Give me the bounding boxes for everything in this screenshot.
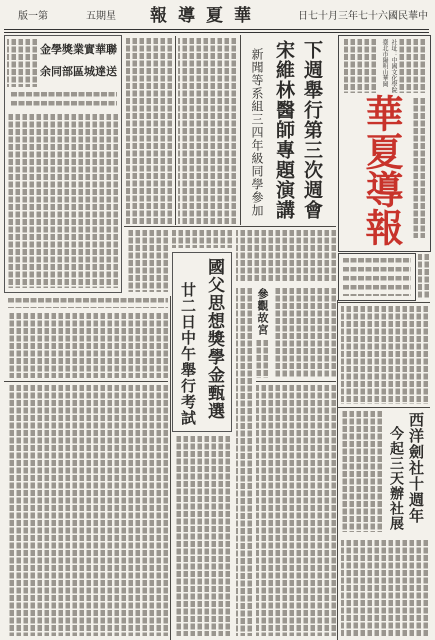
sun-yat-sen-scholarship-body: [174, 436, 230, 636]
header-paper-name: 華夏導報: [150, 6, 262, 26]
masthead-contact-text: [344, 39, 376, 93]
lianhua-scholarship-side-text: [7, 39, 37, 87]
staff-box: [338, 253, 416, 301]
issue-date: 中華民國六十七年三月十七日: [298, 11, 428, 22]
fencing-club-headline: 西洋劍社十週年: [407, 412, 425, 524]
sun-yat-sen-scholarship-headline: 國父思想獎學金甄選: [204, 258, 224, 420]
article-body-text: [126, 38, 172, 224]
weekly-assembly-subheadline: 新聞等系組三四年級同學參加: [250, 48, 264, 217]
lianhua-scholarship-article: [4, 35, 122, 293]
article-body-text: [236, 288, 252, 636]
weekly-assembly-headline: 下週舉行第三次週會: [301, 40, 323, 220]
article-deck-text: [8, 298, 168, 308]
weekly-assembly-headline-2: 宋維林醫師專題演講: [273, 40, 295, 220]
lianhua-scholarship-headline: 聯華實業獎學金: [40, 43, 117, 56]
lianhua-scholarship-deck-text: [11, 92, 117, 110]
palace-museum-headline: 參觀故宮: [256, 288, 269, 336]
section-rule: [124, 226, 336, 227]
masthead-info-text: [399, 39, 425, 93]
section-rule: [256, 381, 336, 382]
article-body-text: [8, 385, 168, 636]
column-rule: [337, 300, 338, 640]
column-rule: [170, 296, 171, 640]
article-body-text: [8, 313, 168, 378]
article-body-text: [341, 306, 428, 404]
section-rule: [338, 302, 430, 303]
masthead-address: 臺北市陽明山華岡: [381, 39, 388, 87]
edition-label: 第一版: [18, 11, 48, 22]
article-body-text: [256, 385, 336, 636]
weekly-assembly-headline-block: [240, 35, 338, 225]
section-rule: [338, 407, 430, 408]
weekly-assembly-body: [178, 38, 236, 224]
lianhua-scholarship-subheadline: 送達城區部同余: [40, 65, 117, 78]
masthead-side-text: [413, 98, 425, 238]
staff-list-text: [343, 258, 411, 296]
article-body-text: [172, 230, 232, 248]
article-body-text: [126, 230, 168, 292]
article-body-text: [236, 230, 336, 282]
palace-museum-body: [256, 340, 268, 378]
sun-yat-sen-scholarship-subheadline: 廿二日中午舉行考試: [179, 282, 197, 426]
sun-yat-sen-scholarship-headline-block: [172, 252, 232, 432]
fencing-club-body: [341, 540, 428, 636]
fencing-club-body: [341, 411, 382, 532]
masthead-address-label: 社址：中國文化學院: [390, 39, 397, 93]
lianhua-scholarship-body: [8, 114, 118, 288]
issue-number-text: [418, 254, 429, 299]
column-rule: [175, 36, 176, 225]
masthead: [338, 35, 431, 252]
masthead-logo: 華夏導報: [359, 94, 404, 246]
fencing-club-subheadline: 今起三天辦社展: [388, 426, 404, 531]
weekday-label: 星期五: [86, 11, 116, 22]
palace-museum-body: [274, 288, 336, 378]
header-rule: [4, 29, 429, 33]
section-rule: [4, 381, 168, 382]
